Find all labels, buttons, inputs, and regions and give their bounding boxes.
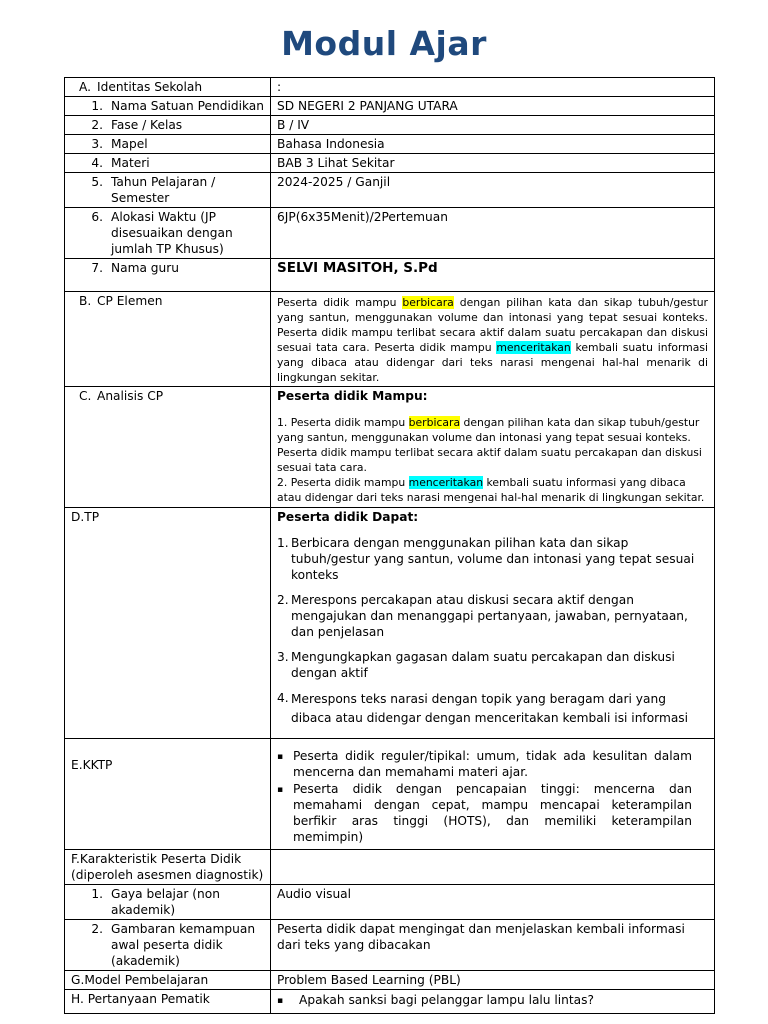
table-row — [65, 154, 715, 173]
table-row — [65, 292, 715, 387]
table-row — [65, 508, 715, 739]
analisis-item-2: 2. Peserta didik mampu menceritakan kembali suatu informasi yang dibaca atau didengar dari teks narasi mengenai hal-hal menarik di lingkungan sekitar. — [277, 476, 705, 504]
table-row — [65, 739, 715, 850]
list-item: 2. Merespons percakapan atau diskusi secara aktif dengan mengajukan dan menanggapi pertanyaan, jawaban, pernyataan, dan penjelasan — [277, 593, 688, 639]
highlight-berbicara: berbicara — [402, 296, 454, 309]
row-number: 2. — [91, 118, 103, 132]
section-d-label-cell — [65, 508, 271, 739]
highlight-menceritakan: menceritakan — [408, 476, 484, 489]
row-number: 1. — [91, 887, 103, 901]
section-a-letter: A. — [79, 80, 91, 94]
analisis-heading: Peserta didik Mampu: — [277, 389, 428, 403]
row-value: 6JP(6x35Menit)/2Pertemuan — [277, 210, 448, 224]
list-item: 3. Mengungkapkan gagasan dalam suatu percakapan dan diskusi dengan aktif — [277, 650, 675, 680]
table-row — [65, 920, 715, 971]
modul-ajar-table — [64, 77, 715, 1014]
row-number: 4. — [91, 156, 103, 170]
row-label: Nama Satuan Pendidikan — [111, 99, 264, 113]
list-item: ▪ Peserta didik reguler/tipikal: umum, tidak ada kesulitan dalam mencerna dan memahami materi ajar. — [277, 749, 692, 779]
row-number: 5. — [91, 175, 103, 189]
tp-heading: Peserta didik Dapat: — [277, 510, 419, 524]
row-number: 6. — [91, 210, 103, 224]
table-row — [65, 971, 715, 990]
highlight-menceritakan: menceritakan — [496, 341, 571, 354]
tp-cell — [271, 508, 715, 739]
section-g-label-cell — [65, 971, 271, 990]
list-item: ▪ Apakah sanksi bagi pelanggar lampu lalu lintas? — [277, 993, 594, 1007]
row-label: Alokasi Waktu (JP disesuaikan dengan jumlah TP Khusus) — [111, 210, 233, 256]
section-e-title: E.KKTP — [71, 758, 113, 772]
section-e-label-cell — [65, 739, 271, 850]
section-a-title: Identitas Sekolah — [97, 80, 203, 94]
section-c-title: Analisis CP — [97, 389, 164, 403]
bullet-icon: ▪ — [277, 996, 284, 1006]
section-f-label-cell — [65, 850, 271, 885]
table-row — [65, 259, 715, 292]
bullet-icon: ▪ — [277, 752, 284, 762]
section-b-letter: B. — [79, 294, 92, 308]
table-row — [65, 387, 715, 508]
row-label: Nama guru — [111, 261, 179, 275]
table-row — [65, 885, 715, 920]
teacher-name: SELVI MASITOH, S.Pd — [277, 260, 438, 276]
row-value: SD NEGERI 2 PANJANG UTARA — [277, 99, 458, 113]
row-value: B / IV — [277, 118, 310, 132]
model-value: Problem Based Learning (PBL) — [277, 973, 461, 987]
kktp-cell — [271, 739, 715, 850]
row-number: 3. — [91, 137, 103, 151]
section-c-letter: C. — [79, 389, 92, 403]
tp-list — [277, 535, 708, 728]
section-g-title: G.Model Pembelajaran — [71, 973, 209, 987]
row-value: BAB 3 Lihat Sekitar — [277, 156, 395, 170]
list-item: 1. Berbicara dengan menggunakan pilihan kata dan sikap tubuh/gestur yang santun, volume dan intonasi yang tepat sesuai konteks — [277, 536, 695, 582]
table-row — [65, 850, 715, 885]
pertanyaan-cell — [271, 990, 715, 1014]
section-b-title: CP Elemen — [97, 294, 163, 308]
section-a-label-cell — [65, 78, 271, 97]
highlight-berbicara: berbicara — [408, 416, 461, 429]
row-number: 1. — [91, 99, 103, 113]
table-row — [65, 990, 715, 1014]
row-label: Gaya belajar (non akademik) — [111, 887, 220, 917]
section-a-colon: : — [277, 80, 282, 94]
row-value: Audio visual — [277, 887, 352, 901]
row-label: Gambaran kemampuan awal peserta didik (akademik) — [111, 922, 256, 968]
table-row — [65, 116, 715, 135]
table-row — [65, 97, 715, 116]
analisis-cp-cell — [271, 387, 715, 508]
list-item: ▪ Peserta didik dengan pencapaian tinggi: mencerna dan memahami dengan cepat, mampu mencapai keterampilan berfikir aras tinggi (HOTS), dan memiliki keterampilan memimpin) — [277, 782, 692, 844]
bullet-icon: ▪ — [277, 785, 284, 795]
table-row — [65, 78, 715, 97]
section-f-title: F.Karakteristik Peserta Didik (diperoleh asesmen diagnostik) — [71, 852, 264, 882]
section-c-label-cell — [65, 387, 271, 508]
table-row — [65, 208, 715, 259]
row-value: Peserta didik dapat mengingat dan menjelaskan kembali informasi dari teks yang dibacakan — [277, 922, 685, 952]
row-label: Materi — [111, 156, 150, 170]
section-a-value-cell — [271, 78, 715, 97]
row-label: Tahun Pelajaran / Semester — [111, 175, 216, 205]
document-title: Modul Ajar — [281, 24, 487, 63]
section-h-title: H. Pertanyaan Pematik — [71, 992, 210, 1006]
section-d-title: D.TP — [71, 510, 100, 524]
table-row — [65, 135, 715, 154]
section-b-label-cell — [65, 292, 271, 387]
row-value: Bahasa Indonesia — [277, 137, 385, 151]
analisis-item-1: 1. Peserta didik mampu berbicara dengan pilihan kata dan sikap tubuh/gestur yang santun, menggunakan volume dan intonasi yang tepat sesuai konteks. Peserta didik mampu terlibat secara aktif dalam suatu percakapan dan diskusi sesuai tata cara. — [277, 416, 702, 474]
list-item: 4. Merespons teks narasi dengan topik yang beragam dari yang dibaca atau didengar dengan menceritakan kembali isi informasi — [277, 691, 689, 725]
table-row — [65, 173, 715, 208]
pertanyaan-list — [277, 992, 708, 1009]
row-label: Mapel — [111, 137, 148, 151]
section-h-label-cell — [65, 990, 271, 1014]
cp-elemen-text: Peserta didik mampu berbicara dengan pilihan kata dan sikap tubuh/gestur yang santun, menggunakan volume dan intonasi yang tepat sesuai konteks. Peserta didik mampu terlibat secara aktif dalam suatu percakapan dan diskusi sesuai tata cara. Peserta didik mampu menceritakan kembali suatu informasi yang dibaca atau didengar dari teks narasi mengenai hal-hal menarik di lingkungan sekitar. — [277, 296, 708, 384]
row-label: Fase / Kelas — [111, 118, 183, 132]
row-value: 2024-2025 / Ganjil — [277, 175, 391, 189]
cp-elemen-cell — [271, 292, 715, 387]
row-number: 7. — [91, 261, 103, 275]
kktp-list — [277, 748, 692, 845]
row-number: 2. — [91, 922, 103, 936]
